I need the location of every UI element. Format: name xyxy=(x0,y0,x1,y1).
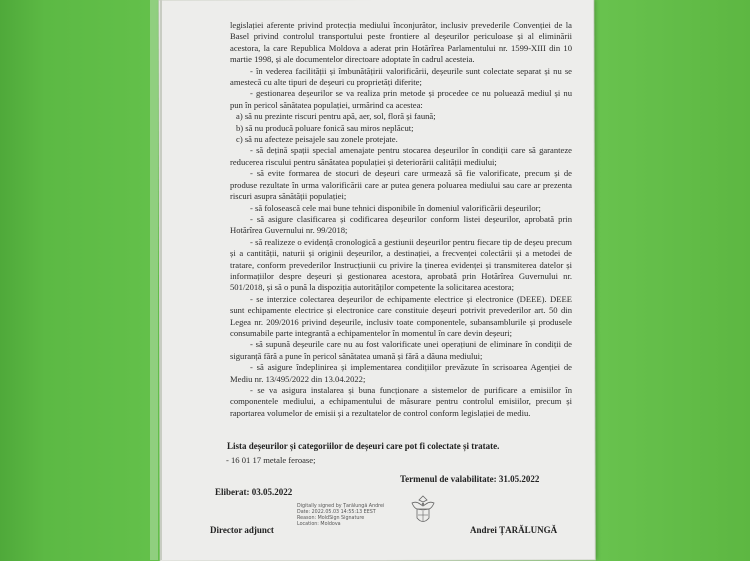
paragraph: - să asigure îndeplinirea și implementarea condițiilor prevăzute în scrisoarea Agenției de Mediu nr. 13/495/2022 din 13.04.2022; xyxy=(230,362,572,384)
signature-line: Location: Moldova xyxy=(297,522,341,527)
paragraph: c) să nu afecteze peisajele sau zonele protejate. xyxy=(236,134,398,145)
paragraph: - să dețină spații special amenajate pentru stocarea deșeurilor în condiții care să garanteze reducerea riscului pentru sănătatea populației și deteriorării calității mediului; xyxy=(230,145,572,167)
waste-list-title: Lista deșeurilor și categoriilor de deșeuri care pot fi colectate și tratate. xyxy=(227,441,500,451)
signature-line: Date: 2022.05.03 14:55:13 EEST xyxy=(297,510,376,515)
paragraph: - în vederea facilității și îmbunătățirii valorificării, deșeurile sunt colectate separat și nu se amestecă cu alte tipuri de deșeuri cu proprietăți diferite; xyxy=(230,65,572,88)
paragraph: - să folosească cele mai bune tehnici disponibile în domeniul valorificării deșeurilor; xyxy=(250,202,541,213)
validity-term: Termenul de valabilitate: 31.05.2022 xyxy=(400,474,540,484)
document-body xyxy=(230,20,572,419)
paragraph: - să supună deșeurile care nu au fost valorificate unei operațiuni de eliminare în condiții de siguranță fără a pune în pericol sănătatea umană și fără a dăuna mediului; xyxy=(230,339,572,361)
paragraph: - să realizeze o evidență cronologică a gestiunii deșeurilor pentru fiecare tip de deșeu precum și a cantității, naturii și originii deșeurilor, a destinației, a frecvenței colectării și a metodei de tratare, conform prevederilor Instrucțiunii cu privire la ținerea evidenței și transmiterea datelor și informațiilor despre deșeuri și gestionarea acestora, aprobată prin Hotărîrea Guvernului nr. 501/2018, și să o pună la dispoziția autorităților competente la solicitarea acestora; xyxy=(230,236,572,293)
tape-strip-left xyxy=(150,0,158,560)
issue-date: Eliberat: 03.05.2022 xyxy=(215,487,293,497)
sheet-edge xyxy=(160,0,162,560)
waste-list-item: - 16 01 17 metale feroase; xyxy=(226,455,316,465)
signatory-name: Andrei ȚARĂLUNGĂ xyxy=(470,525,558,535)
paragraph: - se va asigura instalarea și buna funcționare a sistemelor de purificare a emisiilor în componentele mediului, a echipamentului de măsurare pentru controlul emisiilor, precum și raportarea volumelor de emisii și a rezultatelor de control conform legislației de mediu. xyxy=(230,385,572,418)
paragraph: - să asigure clasificarea și codificarea deșeurilor conform listei deșeurilor, aprobată prin Hotărîrea Guvernului nr. 99/2018; xyxy=(230,213,572,236)
paragraph: - gestionarea deșeurilor se va realiza prin metode și procedee ce nu poluează mediul și nu pun în pericol sănătatea populației, urmărind ca acestea: xyxy=(230,88,572,110)
signature-line: Digitally signed by Țarălungă Andrei xyxy=(297,504,385,509)
digital-signature-block xyxy=(297,504,384,528)
paragraph: - se interzice colectarea deșeurilor de echipamente electrice și electronice (DEEE). DEEE sunt echipamente electrice și electronice care constituie deșeuri potrivit prevederilor art. 50 din Legea nr. 209/2016 privind deșeurile, inclusiv toate componentele, subansamblurile și produsele consumabile parte integrantă a echipamentelor în momentul în care devin deșeuri; xyxy=(230,293,572,338)
paragraph: legislației aferente privind protecția mediului înconjurător, inclusiv prevederile Convenției de la Basel privind controlul transportului peste frontiere al deșeurilor periculoase și al eliminării acestora, la care Republica Moldova a aderat prin Hotărîrea Parlamentului nr. 1599-XIII din 10 martie 1998, și ale documentelor directoare adoptate în cadrul acesteia. xyxy=(230,20,572,65)
moldova-coat-of-arms-icon xyxy=(408,494,438,528)
paragraph: - să evite formarea de stocuri de deșeuri care urmează să fie valorificate, precum și de produse rezultate în urma valorificării care ar putea genera poluarea mediului sau care ar prezenta riscuri asupra sănătății populației; xyxy=(230,168,572,202)
signature-line: Reason: MoldSign Signature xyxy=(297,516,365,521)
paragraph: b) să nu producă poluare fonică sau miros neplăcut; xyxy=(236,122,414,133)
signatory-role: Director adjunct xyxy=(210,525,274,535)
paragraph: a) să nu prezinte riscuri pentru apă, aer, sol, floră și faună; xyxy=(236,111,436,122)
